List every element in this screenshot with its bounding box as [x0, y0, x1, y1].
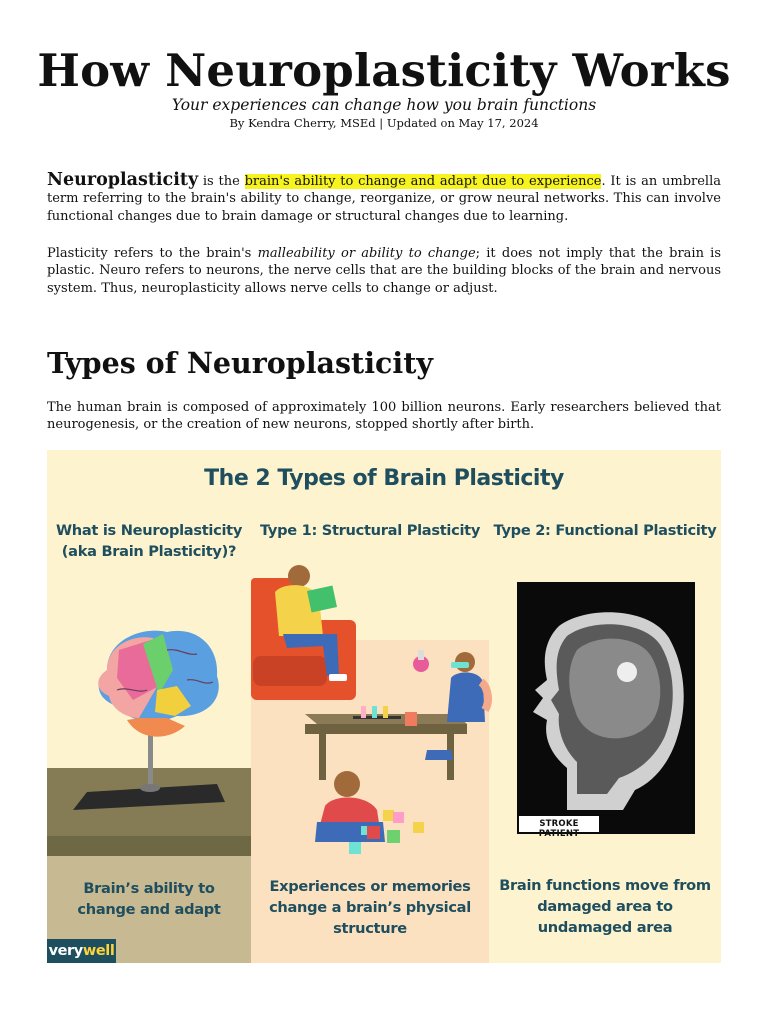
col1-caption-line1: Brain’s ability to [83, 880, 215, 897]
col2-caption-line2: change a brain’s physical [269, 899, 471, 916]
section-heading-types: Types of Neuroplasticity [47, 346, 433, 380]
infographic [47, 450, 721, 963]
col2-caption [251, 876, 489, 939]
col3-heading [489, 520, 721, 541]
plasticity-before: Plasticity refers to the brain's [47, 246, 258, 261]
col2-heading [251, 520, 489, 541]
col1-heading [47, 520, 251, 562]
article-title: How Neuroplasticity Works [37, 44, 731, 97]
infographic-title: The 2 Types of Brain Plasticity [204, 466, 564, 491]
col3-caption-line2: damaged area to [537, 898, 673, 915]
scan-label: STROKE PATIENT [538, 819, 580, 839]
intro-connector: is the [198, 174, 245, 189]
col1-heading-line2: (aka Brain Plasticity)? [61, 543, 237, 560]
col3-caption-line1: Brain functions move from [499, 877, 711, 894]
lead-term: Neuroplasticity [47, 170, 199, 190]
plasticity-paragraph [47, 245, 721, 297]
article-subtitle: Your experiences can change how you brain functions [171, 96, 597, 114]
mri-scan-illustration [517, 582, 695, 834]
logo-part2: well [82, 943, 115, 959]
col3-heading-line1: Type 2: Functional Plasticity [493, 522, 717, 539]
intro-rest: . It is an umbrella term referring to the brain's ability to change, reorganize, or grow neural networks. This can involve functional changes due to brain damage or structural changes due to learning. [47, 174, 721, 224]
types-paragraph: The human brain is composed of approximately 100 billion neurons. Early researchers believed that neurogenesis, or the creation of new neurons, stopped shortly after birth. [47, 400, 721, 433]
col1-heading-line1: What is Neuroplasticity [55, 522, 243, 539]
col3-caption-line3: undamaged area [537, 919, 673, 936]
col2-caption-line3: structure [333, 920, 407, 937]
logo-part1: very [48, 943, 83, 959]
col2-heading-line1: Type 1: Structural Plasticity [259, 522, 481, 539]
verywell-logo [47, 939, 116, 963]
col3-caption [489, 875, 721, 938]
col1-caption-line2: change and adapt [77, 901, 221, 918]
plasticity-italic: malleability or ability to change [257, 246, 476, 261]
col1-caption [47, 878, 251, 920]
article-byline: By Kendra Cherry, MSEd | Updated on May 17, 2024 [229, 116, 539, 130]
highlighted-definition: brain's ability to change and adapt due to experience [244, 174, 602, 189]
intro-paragraph [47, 172, 721, 225]
plasticity-after: ; it does not imply that the brain is plastic. Neuro refers to neurons, the nerve cells that are the building blocks of the brain and nervous system. Thus, neuroplasticity allows nerve cells to change or adjust. [47, 246, 722, 296]
col2-caption-line1: Experiences or memories [269, 878, 471, 895]
